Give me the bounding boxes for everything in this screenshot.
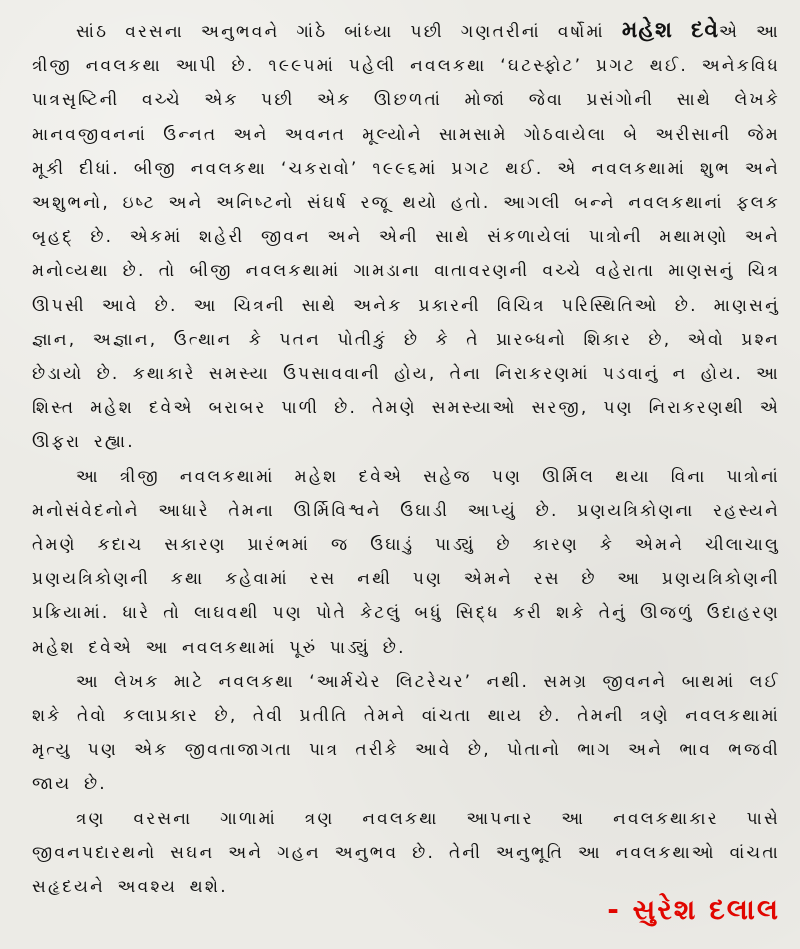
author-name-highlight: મહેશ દવે	[621, 18, 720, 43]
review-text-block	[32, 14, 780, 904]
author-signature: - સુરેશ દલાલ	[607, 893, 780, 926]
paragraph-4: ત્રણ વરસના ગાળામાં ત્રણ નવલકથા આપનાર આ નવલકથાકાર પાસે જીવનપદારથનો સઘન અને ગહન અનુભવ છે. તેની અનુભૂતિ આ નવલકથાઓ વાંચતા સહૃદયને અવશ્ય થશે.	[32, 808, 780, 898]
paragraph-3: આ લેખક માટે નવલકથા ‘આર્મચેર લિટરેચર’ નથી. સમગ્ર જીવનને બાથમાં લઈ શકે તેવો કલાપ્રકાર છે, તેવી પ્રતીતિ તેમને વાંચતા થાય છે. તેમની ત્રણે નવલકથામાં મૃત્યુ પણ એક જીવતાજાગતા પાત્ર તરીકે આવે છે, પોતાનો ભાગ અને ભાવ ભજવી જાય છે.	[32, 671, 780, 795]
paragraph-1	[32, 14, 780, 460]
paragraph-1-lead-text: સાંઠ વરસના અનુભવને ગાંઠે બાંધ્યા પછી ગણતરીનાં વર્ષોમાં	[76, 22, 622, 42]
paragraph-2: આ ત્રીજી નવલકથામાં મહેશ દવેએ સહેજ પણ ઊર્મિલ થયા વિના પાત્રોનાં મનોસંવેદનોને આધારે તેમના ઊર્મિવિશ્વને ઉઘાડી આપ્યું છે. પ્રણયત્રિકોણના રહસ્યને તેમણે કદાચ સકારણ પ્રારંભમાં જ ઉઘાડું પાડ્યું છે કારણ કે એમને ચીલાચાલુ પ્રણયત્રિકોણની કથા કહેવામાં રસ નથી પણ એમને રસ છે આ પ્રણયત્રિકોણની પ્રક્રિયામાં. ધારે તો લાઘવથી પણ પોતે કેટલું બધું સિદ્ધ કરી શકે તેનું ઊજળું ઉદાહરણ મહેશ દવેએ આ નવલકથામાં પૂરું પાડ્યું છે.	[32, 466, 780, 658]
paragraph-1-body-text: એ આ ત્રીજી નવલકથા આપી છે. ૧૯૯૫માં પહેલી નવલકથા ‘ઘટસ્ફોટ’ પ્રગટ થઈ. અનેકવિધ પાત્રસૃષ્ટિની વચ્ચે એક પછી એક ઊછળતાં મોજાં જેવા પ્રસંગોની સાથે લેખકે માનવજીવનનાં ઉન્નત અને અવનત મૂલ્યોને સામસામે ગોઠવાયેલા બે અરીસાની જેમ મૂકી દીધાં. બીજી નવલકથા ‘ચકરાવો’ ૧૯૯૬માં પ્રગટ થઈ. એ નવલકથામાં શુભ અને અશુભનો, ઇષ્ટ અને અનિષ્ટનો સંઘર્ષ રજૂ થયો હતો. આગલી બન્ને નવલકથાનાં ફલક બૃહદ્ છે. એકમાં શહેરી જીવન અને એની સાથે સંકળાયેલાં પાત્રોની મથામણો અને મનોવ્યથા છે. તો બીજી નવલકથામાં ગામડાના વાતાવરણની વચ્ચે વહેરાતા માણસનું ચિત્ર ઊપસી આવે છે. આ ચિત્રની સાથે અનેક પ્રકારની વિચિત્ર પરિસ્થિતિઓ છે. માણસનું જ્ઞાન, અજ્ઞાન, ઉત્થાન કે પતન પોતીકું છે કે તે પ્રારબ્ધનો શિકાર છે, એવો પ્રશ્ન છેડાયો છે. કથાકારે સમસ્યા ઉપસાવવાની હોય, તેના નિરાકરણમાં પડવાનું ન હોય. આ શિસ્ત મહેશ દવેએ બરાબર પાળી છે. તેમણે સમસ્યાઓ સરજી, પણ નિરાકરણથી એ ઊફરા રહ્યા.	[32, 22, 780, 453]
